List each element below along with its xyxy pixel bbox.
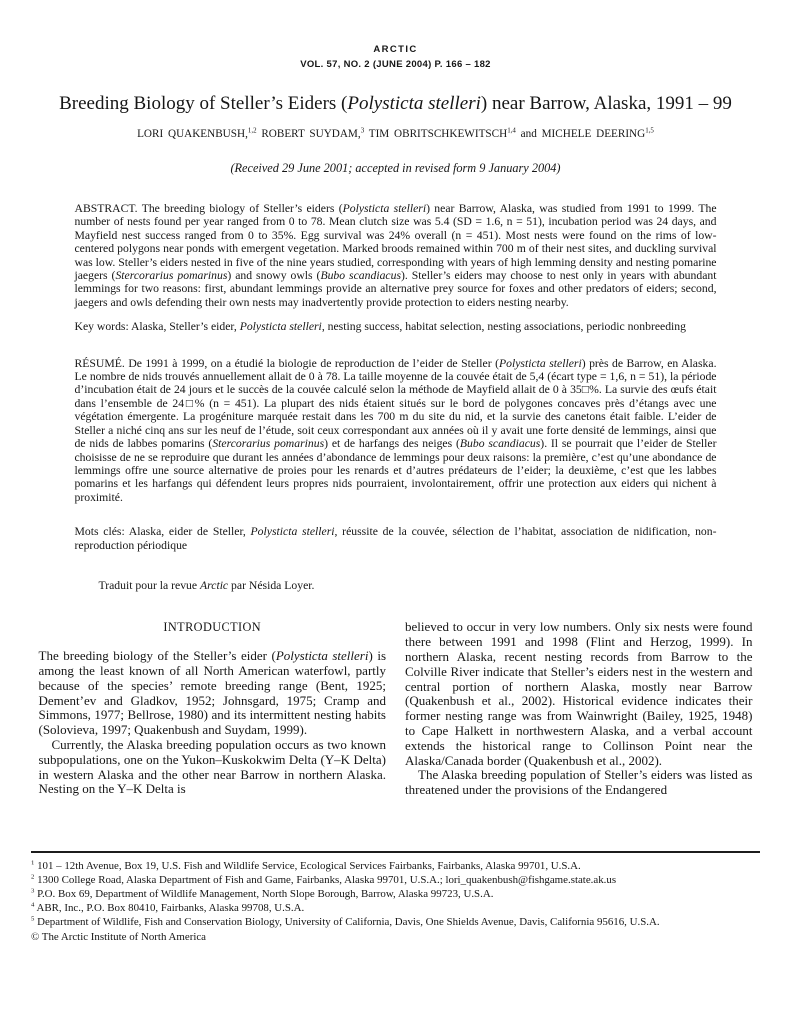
intro-right-paragraph-2: The Alaska breeding population of Steller’s eiders was listed as threatened under the provisions of the Endangered: [405, 767, 753, 798]
footnote-4: [31, 902, 760, 916]
footnote-2-text: 1300 College Road, Alaska Department of Fish and Game, Fairbanks, Alaska 99701, U.S.A.; lori_quakenbush@fishgame.state.ak.us: [37, 873, 617, 886]
page-footer: [31, 851, 760, 944]
footnote-5-marker: 5: [31, 915, 35, 922]
mots-cles-paragraph: Mots clés: Alaska, eider de Steller, Polysticta stelleri, réussite de la couvée, sélection de l’habitat, association de nidification, non-reproduction périodique: [74, 525, 717, 552]
authors-line: LORI QUAKENBUSH,$^{1,2}$ ROBERT SUYDAM,$^3$ TIM OBRITSCHKEWITSCH$^{1,4}$ and MICHELE DEERING$^{1,5}$: [137, 126, 654, 140]
footnote-2: [31, 874, 760, 888]
footnote-5-text: Department of Wildlife, Fish and Conservation Biology, University of California, Davis, One Shields Avenue, Davis, California 95616, U.S.A.: [37, 915, 660, 928]
footnote-4-text: ABR, Inc., P.O. Box 80410, Fairbanks, Alaska 99708, U.S.A.: [36, 901, 305, 914]
resume-paragraph: RÉSUMÉ. De 1991 à 1999, on a étudié la biologie de reproduction de l’eider de Steller (Polysticta stelleri) près de Barrow, en Alaska. Le nombre de nids trouvés annuellement allait de 0 à 78. La taille moyenne de la couvée était de 5,4 (écart type = 1,6, n = 51), la période d’incubation était de 24 jours et le succès de la couvée calculé selon la méthode de Mayfield allait de 0 à 35□%. La survie des œufs était dans l’ensemble de 24□% (n = 451). La plupart des nids étaient situés sur le bord de polygones concaves près d’étangs avec une végétation émergente. La progéniture marquée restait dans les 700 m du site du nid, et la survie des canetons était faible. L’eider de Steller a niché cinq ans sur les neuf de l’étude, soit ceux correspondant aux années où il y avait une forte densité de lemmings, ainsi que de nids de labbes pomarins (Stercorarius pomarinus) et de harfangs des neiges (Bubo scandiacus). Il se pourrait que l’eider de Steller choisisse de ne se reproduire que durant les années d’abondance de lemmings pour deux raisons: la première, c’est qu’une abondance de lemmings offre une source alternative de proies pour les renards et d’autres prédateurs de l’eider; la deuxième, c’est que les labbes pomarins et les harfangs qui défendent leurs propres nids pourraient, involontairement, offrir une protection aux eiders qui nichent à proximité.: [74, 356, 717, 504]
footnote-2-marker: 2: [31, 873, 35, 881]
copyright-line: © The Arctic Institute of North America: [31, 930, 207, 943]
footnote-1-marker: 1: [31, 859, 35, 867]
footnote-4-marker: 4: [31, 901, 35, 909]
intro-left-paragraph-2: Currently, the Alaska breeding population occurs as two known subpopulations, one on the Yukon–Kuskokwim Delta (Y–K Delta) in western Alaska and the other near Barrow in northern Alaska. Nesting on the Y–K Delta is: [38, 736, 386, 797]
footnote-3-text: P.O. Box 69, Department of Wildlife Management, North Slope Borough, Barrow, Alaska 99723, U.S.A.: [37, 887, 494, 900]
journal-header: [0, 0, 791, 70]
footnote-5: [31, 916, 760, 930]
journal-issue-line: VOL. 57, NO. 2 (JUNE 2004) P. 166 – 182: [300, 59, 491, 70]
article-title: Breeding Biology of Steller’s Eiders (Polysticta stelleri) near Barrow, Alaska, 1991 – 99: [59, 93, 732, 114]
keywords-paragraph: Key words: Alaska, Steller’s eider, Polysticta stelleri, nesting success, habitat selection, nesting associations, periodic nonbreeding: [74, 320, 686, 334]
translation-credit: Traduit pour la revue Arctic par Nésida Loyer.: [98, 578, 315, 592]
footnote-3-marker: 3: [31, 887, 35, 895]
right-column: [405, 620, 753, 798]
journal-name: ARCTIC: [373, 44, 418, 55]
received-dateline: (Received 29 June 2001; accepted in revised form 9 January 2004): [230, 161, 561, 175]
abstract-paragraph: ABSTRACT. The breeding biology of Steller’s eiders (Polysticta stelleri) near Barrow, Alaska, was studied from 1991 to 1999. The number of nests found per year ranged from 0 to 78. Mean clutch size was 5.4 (SD = 1.6, n = 51), incubation period was 24 days, and Mayfield nest success ranged from 0 to 35%. Egg survival was 24% overall (n = 451). Most nests were found on the rims of low-centered polygons near ponds with emergent vegetation. Marked broods remained within 700 m of their nest sites, and duckling survival was low. Steller’s eiders nested in five of the nine years studied, corresponding with years of high lemming density and nesting pomarine jaegers (Stercorarius pomarinus) and snowy owls (Bubo scandiacus). Steller’s eiders may choose to nest only in years with abundant lemmings for two reasons: first, abundant lemmings provide an alternative prey source for foxes and other predators of eiders; second, jaegers and owls defending their own nests may inadvertently provide protection to eiders nesting nearby.: [74, 202, 717, 309]
footnotes-block: [31, 860, 760, 944]
footnote-1: [31, 860, 760, 874]
introduction-section: [39, 620, 753, 798]
front-matter: [75, 202, 717, 592]
footnote-divider: [31, 851, 760, 853]
footnote-3: [31, 888, 760, 902]
intro-right-paragraph-1: believed to occur in very low numbers. Only six nests were found there between 1991 and 1998 (Flint and Herzog, 1999). In northern Alaska, recent nesting records from Barrow to the Colville River indicate that Steller’s eiders nest in the western and central portion of northern Alaska, mostly near Barrow (Quakenbush et al., 2002). Historical evidence indicates their former nesting range was from Wainwright (Bailey, 1925, 1948) to Cape Halkett in northwestern Alaska, and a verbal account extends the historical range to Collinson Point near the Alaska/Canada border (Quakenbush et al., 2002).: [405, 619, 753, 768]
left-column: [39, 620, 387, 798]
intro-left-paragraph-1: The breeding biology of the Steller’s eider (Polysticta stelleri) is among the least known of all North American waterfowl, partly because of the species’ remote breeding range (Bent, 1925; Dement’ev and Gladkov, 1952; Johnsgard, 1975; Cramp and Simmons, 1977; Bellrose, 1980) and its intermittent nesting habits (Solovieva, 1997; Quakenbush and Suydam, 1999).: [38, 648, 387, 738]
introduction-heading: INTRODUCTION: [163, 620, 262, 635]
footnote-1-text: 101 – 12th Avenue, Box 19, U.S. Fish and Wildlife Service, Ecological Services Fairbanks, Fairbanks, Alaska 99701, U.S.A.: [37, 860, 581, 872]
